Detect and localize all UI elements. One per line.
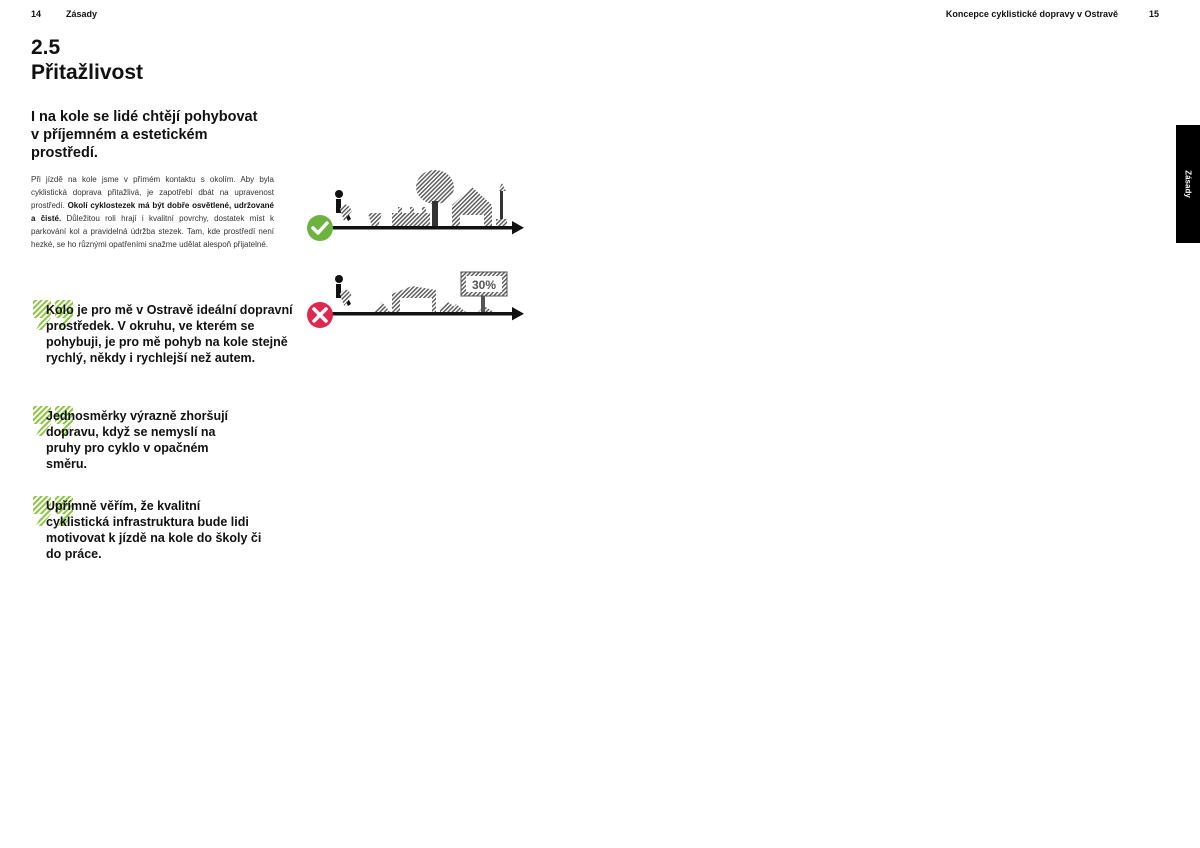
bad-environment-illustration: [300, 268, 530, 333]
section-title: Přitažlivost: [31, 61, 144, 84]
lead-paragraph: I na kole se lidé chtějí pohybovat v příjemném a estetickém prostředí.: [31, 109, 258, 161]
billboard-text: 30%: [471, 278, 497, 292]
bicycle-rider-icon: [335, 190, 352, 221]
side-chapter-tab[interactable]: [1176, 125, 1200, 243]
page-number-left: 14: [31, 9, 42, 19]
street-lamp-icon: [496, 183, 507, 227]
document-title: Koncepce cyklistické dopravy v Ostravě: [945, 9, 1118, 19]
cross-circle-icon: [307, 302, 333, 328]
section-number: 2.5: [31, 36, 61, 59]
bicycle-rider-icon: [335, 275, 352, 306]
quote-3-text: Upřímně věřím, že kvalitní cyklistická infrastruktura bude lidi motivovat k jízdě na kole do školy či do práce.: [46, 499, 262, 561]
billboard-icon: [461, 272, 507, 312]
section-name-left: Zásady: [66, 9, 98, 19]
body-text-2: Důležitou roli hrají i kvalitní povrchy, dostatek míst k parkování kol a pravidelná údržba stezek. Tam, kde prostředí není hezké, se ho různými opatřeními snažme udělat alespoň přijatelné.: [31, 214, 275, 249]
side-tab-label: Zásady: [1183, 170, 1193, 198]
quote-2-text: Jednosměrky výrazně zhoršují dopravu, když se nemyslí na pruhy pro cyklo v opačném směru.: [46, 409, 229, 471]
body-paragraph: [31, 173, 274, 251]
good-environment-illustration: [300, 165, 530, 245]
body-text-bold: Okolí cyklostezek má být dobře osvětlené, udržované a čisté.: [31, 201, 274, 223]
hedge-row: [368, 207, 430, 227]
page-number-right: 15: [1148, 9, 1159, 19]
body-text-1: Při jízdě na kole jsme v přímém kontaktu s okolím. Aby byla cyklistická doprava přitažlivá, je zapotřebí dbát na upravenost prostředí.: [31, 175, 274, 210]
quote-1-text: Kolo je pro mě v Ostravě ideální dopravní prostředek. V okruhu, ve kterém se pohybuji, je pro mě pohyb na kole stejně rychlý, někdy i rychlejší než autem.: [46, 303, 293, 365]
house-icon: [452, 187, 492, 227]
check-circle-icon: [307, 215, 333, 241]
